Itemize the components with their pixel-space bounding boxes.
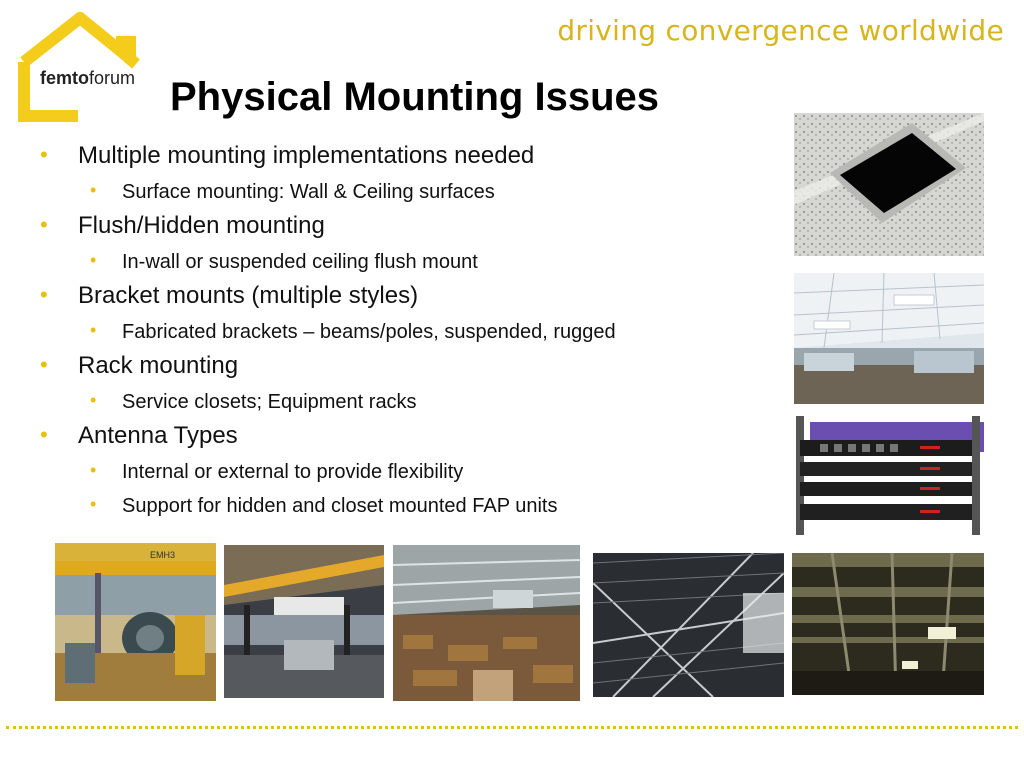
bullet-icon: •: [40, 212, 48, 237]
bullet-icon: •: [40, 282, 48, 307]
roof-truss-photo: [593, 553, 784, 697]
sub-bullet-item: • Fabricated brackets – beams/poles, suspended, rugged: [40, 316, 780, 350]
logo-text-regular: forum: [89, 68, 136, 88]
sub-bullet-item: • Internal or external to provide flexibility: [40, 456, 780, 490]
svg-text:femtoforum: [40, 68, 135, 88]
sub-bullet-item: • Surface mounting: Wall & Ceiling surfaces: [40, 176, 780, 210]
femtoforum-logo: [18, 12, 153, 122]
footer-divider: [6, 726, 1018, 729]
factory-beams-photo: [224, 545, 384, 698]
parking-garage-photo: [792, 553, 984, 695]
bullet-item: • Rack mounting: [40, 350, 780, 386]
bullet-icon: •: [90, 320, 97, 340]
bullet-icon: •: [90, 390, 97, 410]
bullet-icon: •: [90, 460, 97, 480]
tagline: driving convergence worldwide: [557, 14, 1004, 47]
bullet-list: [40, 140, 780, 524]
suspended-ceiling-office-photo: [794, 273, 984, 404]
bullet-item: • Antenna Types: [40, 420, 780, 456]
slide-title: Physical Mounting Issues: [170, 75, 660, 119]
warehouse-photo: [393, 545, 580, 701]
bullet-icon: •: [40, 142, 48, 167]
bullet-item: • Bracket mounts (multiple styles): [40, 280, 780, 316]
bullet-item: • Flush/Hidden mounting: [40, 210, 780, 246]
sub-bullet-item: • In-wall or suspended ceiling flush mount: [40, 246, 780, 280]
sub-bullet-item: • Service closets; Equipment racks: [40, 386, 780, 420]
bullet-item: • Multiple mounting implementations needed: [40, 140, 780, 176]
bullet-icon: •: [90, 494, 97, 514]
ceiling-flush-mount-photo: [794, 113, 984, 256]
bullet-icon: •: [90, 250, 97, 270]
equipment-rack-photo: [790, 416, 984, 535]
industrial-crane-photo: [55, 543, 216, 701]
bullet-icon: •: [40, 422, 48, 447]
crane-label: EMH3: [150, 550, 176, 560]
sub-bullet-item: • Support for hidden and closet mounted FAP units: [40, 490, 780, 524]
bullet-icon: •: [40, 352, 48, 377]
bullet-icon: •: [90, 180, 97, 200]
logo-text-bold: femto: [40, 68, 89, 88]
